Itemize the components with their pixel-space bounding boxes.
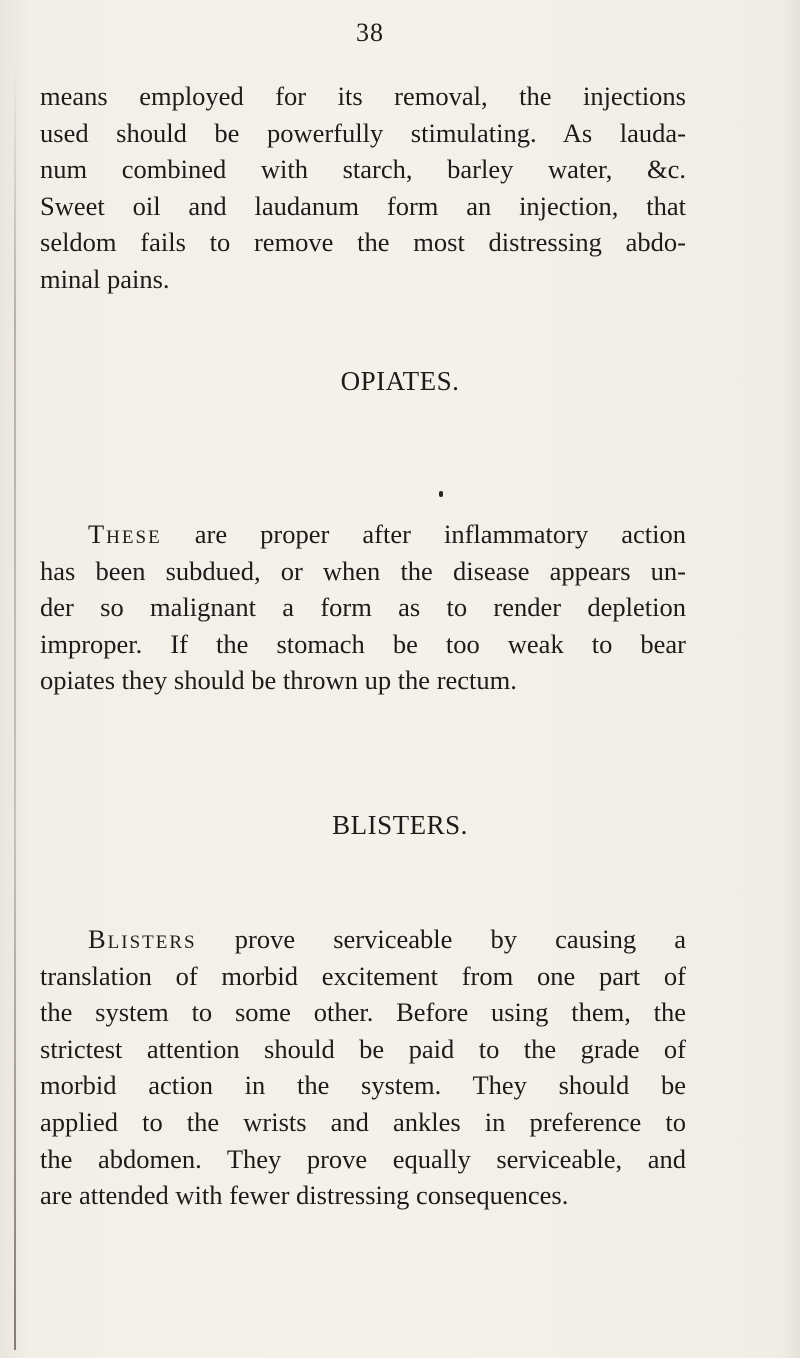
intro-paragraph bbox=[40, 78, 686, 298]
section-heading-opiates: OPIATES. bbox=[340, 366, 460, 396]
text-line: opiates they should be thrown up the rectum. bbox=[40, 665, 517, 696]
text-line bbox=[40, 516, 686, 553]
text-line: strictest attention should be paid to the grade of bbox=[40, 1033, 686, 1064]
text-line: the system to some other. Before using them, the bbox=[40, 997, 686, 1028]
text-line: has been subdued, or when the disease appears un- bbox=[40, 555, 686, 586]
text-line: used should be powerfully stimulating. As lauda- bbox=[40, 117, 686, 148]
lead-line-rest: are proper after inflammatory action bbox=[161, 519, 686, 549]
text-line: improper. If the stomach be too weak to bear bbox=[40, 628, 686, 659]
text-line: minal pains. bbox=[40, 263, 170, 294]
text-line: means employed for its removal, the injections bbox=[40, 81, 686, 111]
text-line: the abdomen. They prove equally serviceable, and bbox=[40, 1143, 686, 1174]
text-line: der so malignant a form as to render depletion bbox=[40, 592, 686, 623]
blisters-paragraph bbox=[40, 921, 686, 1214]
text-line: morbid action in the system. They should be bbox=[40, 1070, 686, 1101]
page-number: 38 bbox=[356, 18, 384, 47]
text-line: translation of morbid excitement from one part of bbox=[40, 960, 686, 991]
text-line: applied to the wrists and ankles in preference to bbox=[40, 1106, 686, 1137]
text-line: are attended with fewer distressing consequences. bbox=[40, 1180, 569, 1211]
text-line: seldom fails to remove the most distressing abdo- bbox=[40, 227, 686, 258]
lead-line-rest: prove serviceable by causing a bbox=[196, 924, 686, 954]
opiates-paragraph bbox=[40, 516, 686, 699]
text-line bbox=[40, 921, 686, 958]
lead-word: Blisters bbox=[88, 924, 197, 954]
lead-word: These bbox=[88, 519, 162, 549]
binding-gutter bbox=[14, 60, 16, 1350]
ink-speck bbox=[439, 491, 443, 497]
text-line: Sweet oil and laudanum form an injection, that bbox=[40, 190, 686, 221]
text-line: num combined with starch, barley water, &c. bbox=[40, 154, 686, 185]
section-heading-blisters: BLISTERS. bbox=[332, 810, 468, 840]
